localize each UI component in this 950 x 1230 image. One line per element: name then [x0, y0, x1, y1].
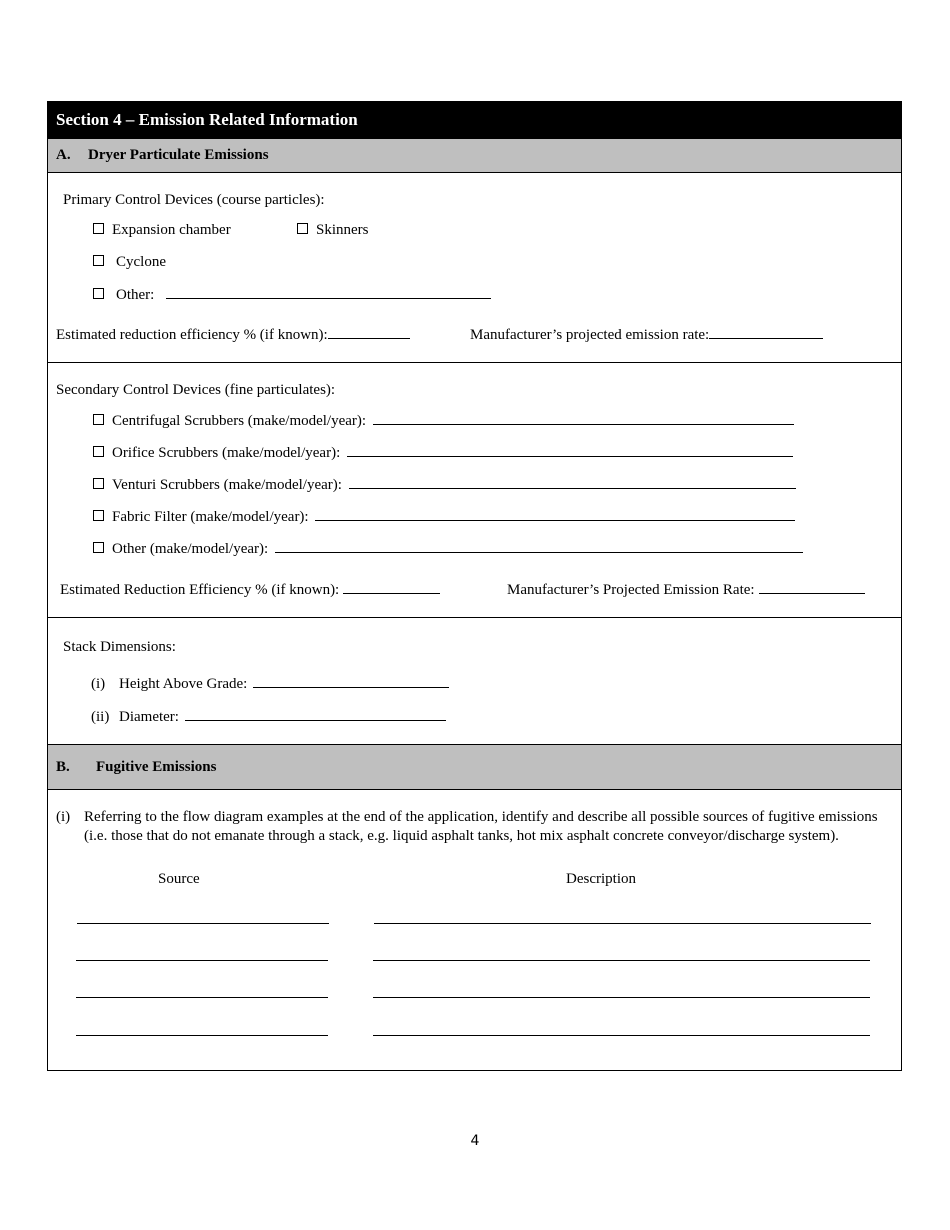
stack-height-num: (i) [91, 676, 106, 692]
option-expansion-chamber [93, 221, 231, 239]
other-secondary-field[interactable] [275, 539, 803, 553]
venturi-field[interactable] [349, 475, 796, 489]
fabric-filter-checkbox[interactable] [93, 510, 104, 521]
stack-diameter-label: Diameter: [119, 709, 179, 725]
option-venturi-scrubbers [93, 475, 796, 494]
description-line-4[interactable] [373, 1035, 870, 1036]
other-secondary-checkbox[interactable] [93, 542, 104, 553]
stack-diameter [91, 707, 446, 726]
fabric-filter-field[interactable] [315, 507, 795, 521]
description-line-1[interactable] [374, 923, 871, 924]
expansion-chamber-checkbox[interactable] [93, 223, 104, 234]
centrifugal-checkbox[interactable] [93, 414, 104, 425]
other-primary-checkbox[interactable] [93, 288, 104, 299]
column-header-description: Description [566, 871, 636, 887]
option-skinners [297, 221, 369, 239]
secondary-heading: Secondary Control Devices (fine particulates): [56, 382, 336, 398]
fugitive-instruction [56, 808, 879, 846]
secondary-efficiency-field[interactable] [343, 580, 440, 594]
description-line-2[interactable] [373, 960, 870, 961]
venturi-checkbox[interactable] [93, 478, 104, 489]
source-line-1[interactable] [77, 923, 329, 924]
source-line-3[interactable] [76, 997, 328, 998]
primary-emission-rate-label: Manufacturer’s projected emission rate: [470, 327, 710, 343]
stack-height-field[interactable] [253, 674, 449, 688]
stack-diameter-field[interactable] [185, 707, 446, 721]
secondary-efficiency-label: Estimated Reduction Efficiency % (if known): [60, 582, 340, 598]
secondary-emission-rate [507, 580, 865, 599]
skinners-checkbox[interactable] [297, 223, 308, 234]
emission-form [47, 101, 902, 1071]
primary-control-block [48, 173, 901, 362]
source-line-4[interactable] [76, 1035, 328, 1036]
fabric-filter-label: Fabric Filter (make/model/year): [112, 509, 309, 525]
page-number: 4 [470, 1133, 480, 1149]
option-orifice-scrubbers [93, 443, 793, 462]
expansion-chamber-label: Expansion chamber [112, 222, 231, 238]
option-centrifugal-scrubbers [93, 411, 794, 430]
secondary-efficiency [60, 580, 440, 599]
part-a-title: Dryer Particulate Emissions [88, 147, 269, 163]
primary-emission-rate-field[interactable] [709, 325, 823, 339]
stack-dimensions-block [48, 617, 901, 744]
skinners-label: Skinners [316, 222, 369, 238]
option-fabric-filter [93, 507, 795, 526]
stack-height [91, 674, 449, 693]
source-line-2[interactable] [76, 960, 328, 961]
primary-efficiency-field[interactable] [328, 325, 410, 339]
centrifugal-label: Centrifugal Scrubbers (make/model/year): [112, 413, 367, 429]
stack-diameter-num: (ii) [91, 709, 110, 725]
cyclone-label: Cyclone [116, 254, 166, 270]
section-title: Section 4 – Emission Related Information [48, 102, 901, 138]
option-cyclone [93, 253, 166, 271]
orifice-field[interactable] [347, 443, 793, 457]
primary-heading: Primary Control Devices (course particles): [63, 192, 325, 208]
centrifugal-field[interactable] [373, 411, 794, 425]
primary-emission-rate [470, 325, 823, 344]
part-b-letter: B. [56, 759, 70, 775]
secondary-emission-rate-label: Manufacturer’s Projected Emission Rate: [507, 582, 755, 598]
other-primary-label: Other: [116, 287, 155, 303]
other-secondary-label: Other (make/model/year): [112, 541, 269, 557]
secondary-control-block [48, 362, 901, 617]
column-header-source: Source [158, 871, 200, 887]
part-a-header [48, 138, 901, 173]
orifice-label: Orifice Scrubbers (make/model/year): [112, 445, 341, 461]
primary-efficiency-label: Estimated reduction efficiency % (if known): [56, 327, 328, 343]
primary-efficiency [56, 325, 410, 344]
part-b-title: Fugitive Emissions [96, 759, 217, 775]
fugitive-emissions-block [48, 790, 901, 1070]
secondary-emission-rate-field[interactable] [759, 580, 865, 594]
option-other-primary [93, 285, 491, 304]
option-other-secondary [93, 539, 803, 558]
fugitive-item-num: (i) [56, 809, 71, 825]
description-line-3[interactable] [373, 997, 870, 998]
cyclone-checkbox[interactable] [93, 255, 104, 266]
part-a-letter: A. [56, 147, 71, 163]
venturi-label: Venturi Scrubbers (make/model/year): [112, 477, 342, 493]
part-b-header [48, 744, 901, 790]
stack-height-label: Height Above Grade: [119, 676, 248, 692]
fugitive-instruction-text: Referring to the flow diagram examples at the end of the application, identify and describe all possible sources of fugitive emissions (i.e. those that do not emanate through a stack, e.g. liquid asphalt tanks, hot mix asphalt concrete conveyor/discharge system). [84, 809, 878, 844]
stack-heading: Stack Dimensions: [63, 639, 176, 655]
orifice-checkbox[interactable] [93, 446, 104, 457]
other-primary-field[interactable] [166, 285, 491, 299]
